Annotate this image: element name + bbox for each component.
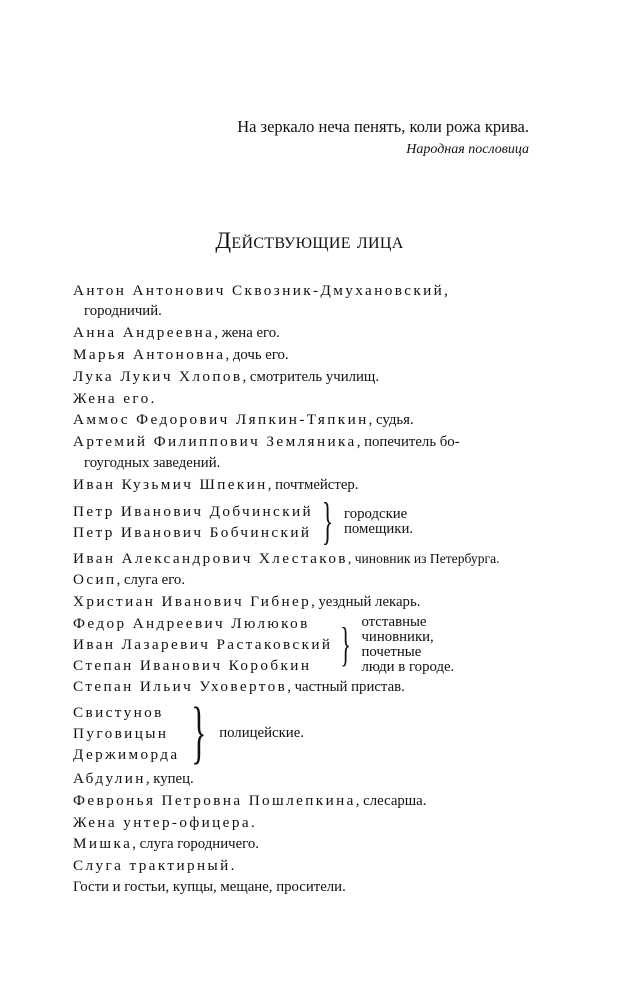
cast-list <box>73 280 543 898</box>
page-title: Действующие лица <box>215 228 404 253</box>
cast-item: Слуга трактирный. <box>73 857 237 874</box>
cast-item: Лука Лукич Хлопов, смотритель училищ. <box>73 368 380 385</box>
cast-item: Свистунов <box>73 703 164 721</box>
cast-item: Февронья Петровна Пошлепкина, слесарша. <box>73 792 427 809</box>
group-desc: полицейские. <box>219 724 304 741</box>
cast-item: Иван Лазаревич Растаковский <box>73 636 333 653</box>
brace-icon: } <box>190 694 206 771</box>
cast-item: Степан Иванович Коробкин <box>73 657 312 674</box>
cast-item: Жена его. <box>73 390 157 407</box>
cast-item: Марья Антоновна, дочь его. <box>73 346 289 363</box>
group-desc: помещики. <box>344 521 414 537</box>
cast-item: Петр Иванович Бобчинский <box>73 524 312 541</box>
brace-icon: } <box>340 617 352 671</box>
cast-item: Аммос Федорович Ляпкин-Тяпкин, судья. <box>73 411 414 428</box>
group-desc: отставные <box>361 613 427 630</box>
cast-item: Мишка, слуга городничего. <box>73 835 259 852</box>
epigraph-source: Народная пословица <box>406 142 529 157</box>
cast-item: Федор Андреевич Люлюков <box>73 615 310 632</box>
cast-item: Иван Кузьмич Шпекин, почтмейстер. <box>73 476 359 493</box>
cast-item: Степан Ильич Уховертов, частный пристав. <box>73 678 405 695</box>
cast-item: Петр Иванович Добчинский <box>73 503 314 520</box>
group-desc: чиновники, <box>361 628 434 645</box>
cast-item: Анна Андреевна, жена его. <box>73 324 280 341</box>
brace-icon: } <box>321 493 334 550</box>
group-desc: почетные <box>361 643 422 660</box>
cast-item: Осип, слуга его. <box>73 571 186 588</box>
cast-item: Иван Александрович Хлестаков, чиновник из Петербурга. <box>73 550 500 567</box>
cast-item: Антон Антонович Сквозник-Дмухановский, городничий. <box>73 282 451 319</box>
group-desc: городские <box>344 506 408 522</box>
epigraph <box>237 116 529 158</box>
cast-item: Пуговицын <box>73 724 169 742</box>
cast-item: Держиморда <box>73 745 180 763</box>
cast-item: Абдулин, купец. <box>73 770 194 787</box>
group-desc: люди в городе. <box>361 658 455 675</box>
cast-item: Жена унтер-офицера. <box>73 814 258 831</box>
epigraph-quote: На зеркало неча пенять, коли рожа крива. <box>237 117 529 136</box>
cast-group-landowners <box>73 493 543 550</box>
cast-item: Артемий Филиппович Земляника, попечитель бо- гоугодных заведений. <box>73 433 460 471</box>
cast-item: Гости и гостьи, купцы, мещане, просители. <box>73 879 346 895</box>
cast-item: Христиан Иванович Гибнер, уездный лекарь. <box>73 593 421 610</box>
cast-group-officials <box>73 613 543 676</box>
cast-group-police <box>73 694 543 771</box>
